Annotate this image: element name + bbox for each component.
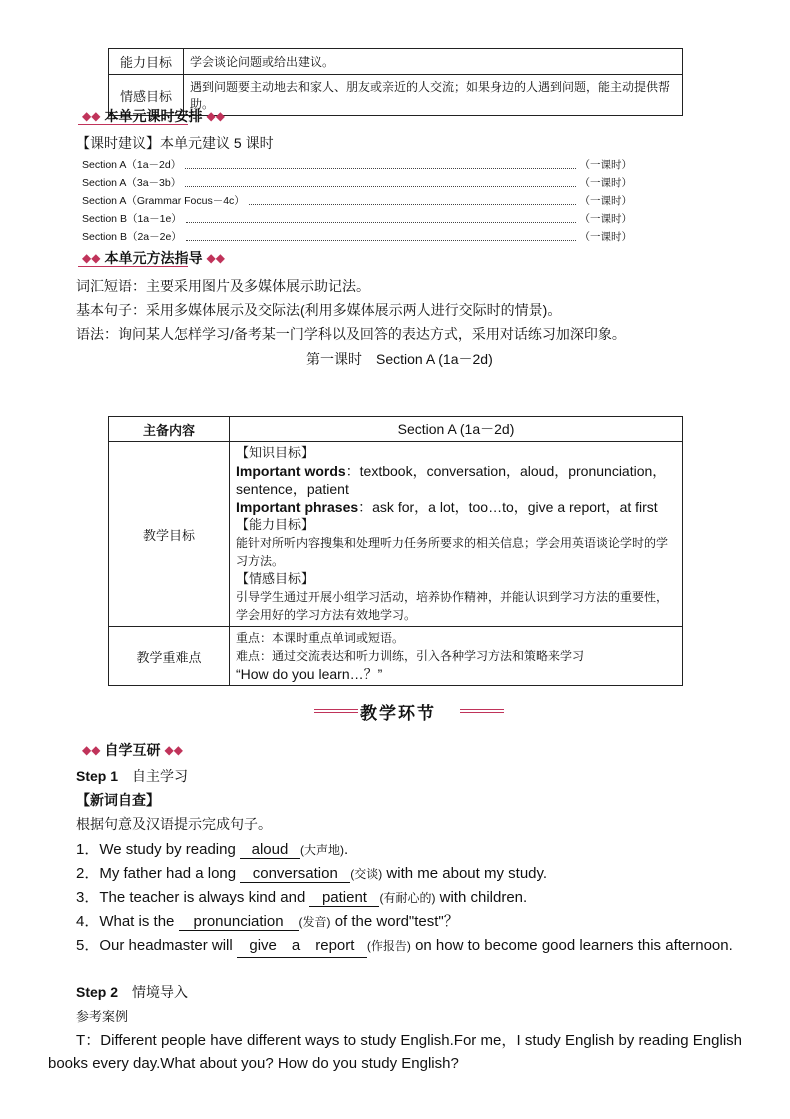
dialogue-text: T：Different people have different ways to study English.For me，I study English by reading English books every day.What about you? How do you study English? (48, 1032, 742, 1072)
table-row (109, 417, 683, 442)
step2-heading: Step 2 情境导入 (76, 984, 189, 1000)
key-point: 重点：本课时重点单词或短语。 (236, 631, 405, 645)
exercise-sentence: 4．What is the pronunciation (发音) of the word"test"？ (76, 913, 459, 930)
exercise-sentence: 3．The teacher is always kind and patient (有耐心的) with children. (76, 889, 528, 906)
ornament-right-icon: ◆◆ (206, 251, 225, 265)
section-title: 本单元课时安排 (104, 108, 203, 124)
table-header-label: 主备内容 (109, 417, 230, 442)
goal-row-label: 教学目标 (109, 442, 230, 627)
difficult-point: 难点：通过交流表达和听力训练，引入各种学习方法和策略来学习 (236, 649, 585, 663)
method-line: 语法：询问某人怎样学习/备考某一门学科以及回答的表达方式，采用对话练习加深印象。 (76, 326, 626, 342)
table-row (109, 442, 683, 627)
answer-blank: aloud (240, 841, 300, 859)
important-words: Important words：textbook，conversation，aloud，pronunciation，sentence，patient (236, 463, 667, 497)
new-words-tag: 【新词自查】 (76, 792, 160, 808)
table-header-value: Section A (1a－2d) (230, 417, 683, 442)
schedule-item: Section A（3a－3b） （一课时） (82, 177, 632, 189)
ability-text: 能针对所听内容搜集和处理听力任务所要求的相关信息；学会用英语谈论学时的学习方法。 (236, 536, 669, 568)
lesson-title: 第一课时 Section A (1a－2d) (306, 351, 493, 367)
schedule-item: Section A（1a－2d） （一课时） (82, 159, 632, 171)
ornament-left-icon: ◆◆ (82, 109, 101, 123)
ornament-right-icon: ◆◆ (206, 109, 225, 123)
ability-tag: 【能力目标】 (236, 517, 315, 532)
goal-label: 情感目标 (109, 75, 184, 116)
self-study-tag (78, 740, 187, 760)
section-banner (314, 697, 504, 723)
goal-text: 遇到问题要主动地去和家人、朋友或亲近的人交流；如果身边的人遇到问题，能主动提供帮助。 (184, 75, 683, 116)
method-line: 词汇短语：主要采用图片及多媒体展示助记法。 (76, 278, 370, 294)
section-title: 自学互研 (104, 742, 161, 758)
method-line: 基本句子：采用多媒体展示及交际法(利用多媒体展示两人进行交际时的情景)。 (76, 302, 562, 318)
ornament-left-icon: ◆◆ (82, 251, 101, 265)
schedule-item: Section B（1a－1e） （一课时） (82, 213, 632, 225)
answer-blank: conversation (240, 865, 350, 883)
exercise-sentence: 2．My father had a long conversation (交谈) with me about my study. (76, 865, 548, 882)
knowledge-tag: 【知识目标】 (236, 445, 315, 460)
divider (78, 266, 188, 267)
ornament-right-icon: ◆◆ (164, 743, 183, 757)
exercise-sentence: 5．Our headmaster will give a report (作报告) on how to become good learners this afternoon. (76, 934, 742, 958)
goal-row-content (230, 442, 683, 627)
section-title: 本单元方法指导 (104, 250, 203, 266)
answer-blank: pronunciation (179, 913, 299, 931)
step1-heading: Step 1 自主学习 (76, 768, 189, 784)
divider (460, 709, 504, 713)
schedule-item: Section A（Grammar Focus－4c） （一课时） (82, 195, 632, 207)
difficult-point-question: “How do you learn…？” (236, 666, 383, 682)
emotion-tag: 【情感目标】 (236, 571, 315, 586)
key-row-label: 教学重难点 (109, 627, 230, 686)
answer-blank: patient (309, 889, 379, 907)
answer-blank: give a report (237, 934, 367, 958)
exercise-sentence: 1．We study by reading aloud (大声地). (76, 841, 349, 858)
banner-title: 教学环节 (360, 704, 436, 723)
schedule-section-tag (78, 106, 229, 126)
schedule-suggestion: 【课时建议】本单元建议 5 课时 (76, 135, 274, 151)
instruction: 根据句意及汉语提示完成句子。 (76, 816, 272, 832)
table-row (109, 627, 683, 686)
key-row-content (230, 627, 683, 686)
method-section-tag (78, 248, 229, 268)
lesson-table (108, 416, 683, 686)
goal-text: 学会谈论问题或给出建议。 (184, 49, 683, 75)
table-row (109, 49, 683, 75)
important-phrases: Important phrases：ask for，a lot，too…to，give a report，at first (236, 499, 658, 515)
reference-label: 参考案例 (76, 1009, 129, 1024)
divider (314, 709, 358, 713)
goal-label: 能力目标 (109, 49, 184, 75)
divider (78, 124, 188, 125)
emotion-text: 引导学生通过开展小组学习活动，培养协作精神，并能认识到学习方法的重要性，学会用好的学习方法有效地学习。 (236, 590, 669, 622)
schedule-item: Section B（2a－2e） （一课时） (82, 231, 632, 243)
ornament-left-icon: ◆◆ (82, 743, 101, 757)
